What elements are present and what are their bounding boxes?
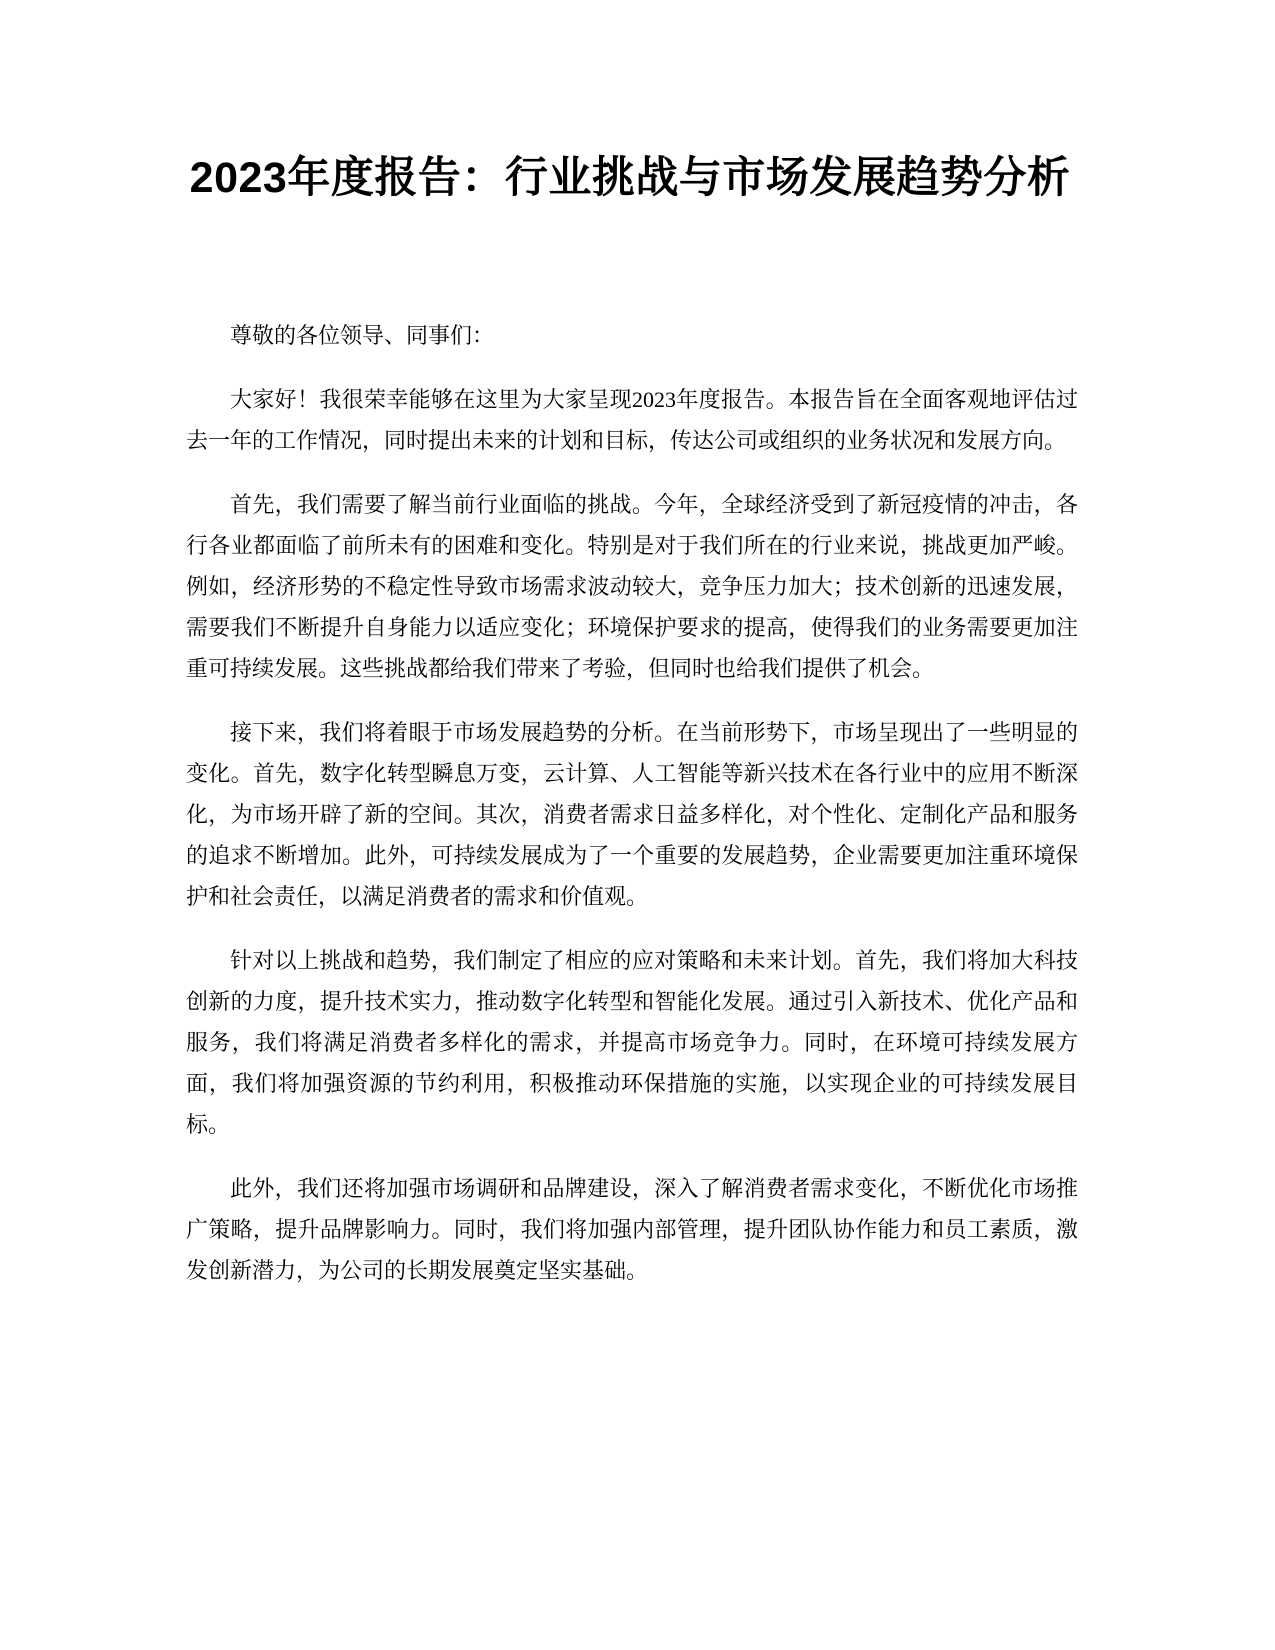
paragraph-brand-management: 此外，我们还将加强市场调研和品牌建设，深入了解消费者需求变化，不断优化市场推广策略，提升品牌影响力。同时，我们将加强内部管理，提升团队协作能力和员工素质，激发创新潜力，为公司的长期发展奠定坚实基础。 (186, 1176, 1078, 1283)
paragraph-introduction: 大家好！我很荣幸能够在这里为大家呈现2023年度报告。本报告旨在全面客观地评估过去一年的工作情况，同时提出未来的计划和目标，传达公司或组织的业务状况和发展方向。 (186, 387, 1078, 453)
paragraph-market-trends: 接下来，我们将着眼于市场发展趋势的分析。在当前形势下，市场呈现出了一些明显的变化。首先，数字化转型瞬息万变，云计算、人工智能等新兴技术在各行业中的应用不断深化，为市场开辟了新的空间。其次，消费者需求日益多样化，对个性化、定制化产品和服务的追求不断增加。此外，可持续发展成为了一个重要的发展趋势，企业需要更加注重环境保护和社会责任，以满足消费者的需求和价值观。 (186, 720, 1078, 909)
paragraph-salutation: 尊敬的各位领导、同事们： (230, 323, 495, 348)
document-body (186, 315, 1078, 1314)
paragraph-industry-challenges: 首先，我们需要了解当前行业面临的挑战。今年，全球经济受到了新冠疫情的冲击，各行各业都面临了前所未有的困难和变化。特别是对于我们所在的行业来说，挑战更加严峻。例如，经济形势的不稳定性导致市场需求波动较大，竞争压力加大；技术创新的迅速发展，需要我们不断提升自身能力以适应变化；环境保护要求的提高，使得我们的业务需要更加注重可持续发展。这些挑战都给我们带来了考验，但同时也给我们提供了机会。 (186, 492, 1078, 681)
document-title: 2023年度报告：行业挑战与市场发展趋势分析 (189, 154, 1071, 202)
paragraph-strategies: 针对以上挑战和趋势，我们制定了相应的应对策略和未来计划。首先，我们将加大科技创新的力度，提升技术实力，推动数字化转型和智能化发展。通过引入新技术、优化产品和服务，我们将满足消费者多样化的需求，并提高市场竞争力。同时，在环境可持续发展方面，我们将加强资源的节约利用，积极推动环保措施的实施，以实现企业的可持续发展目标。 (186, 948, 1078, 1137)
